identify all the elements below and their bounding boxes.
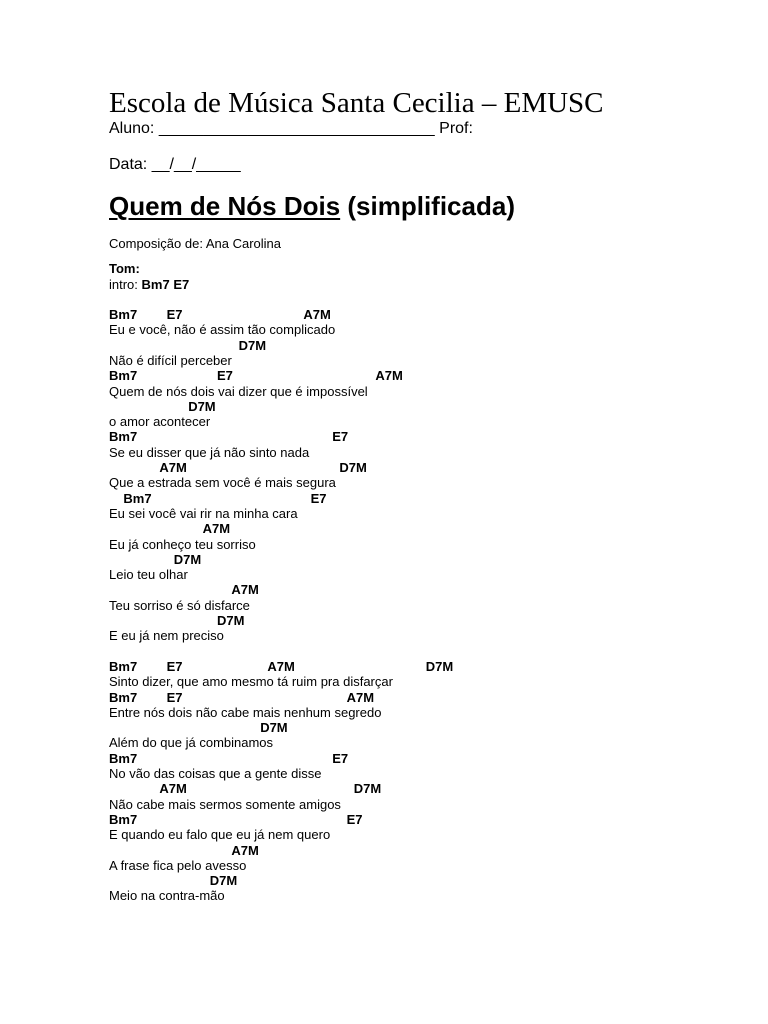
intro-chords: Bm7 E7 (141, 277, 190, 292)
chord: E7 (217, 368, 233, 384)
chord: A7M (267, 658, 295, 674)
lyric-line: A frase fica pelo avesso (109, 857, 247, 873)
aluno-row (109, 119, 473, 139)
chord: A7M (303, 307, 331, 322)
chord-line (109, 873, 729, 889)
chord-line (109, 338, 729, 354)
lyric-line: No vão das coisas que a gente disse (109, 766, 322, 781)
lyric-line: Teu sorriso é só disfarce (109, 597, 250, 613)
chord: Bm7 (109, 368, 138, 384)
chord-line (109, 491, 729, 507)
chord: E7 (166, 689, 183, 705)
chord: Bm7 (109, 307, 138, 322)
chord-line (109, 812, 729, 828)
chord-line (109, 690, 729, 706)
lyric-line: Não cabe mais sermos somente amigos (109, 796, 341, 812)
chord-line (109, 613, 729, 629)
lyric-line: Não é difícil perceber (109, 352, 232, 368)
chord: E7 (166, 658, 183, 674)
chord: D7M (353, 781, 382, 797)
lyric-line: Entre nós dois não cabe mais nenhum segredo (109, 704, 382, 720)
chord: A7M (231, 842, 259, 858)
intro-label: intro: (109, 277, 138, 292)
lyric-line: Meio na contra-mão (109, 888, 225, 904)
chord: E7 (332, 750, 349, 766)
lyric-line: Se eu disser que já não sinto nada (109, 444, 310, 460)
chord-line (109, 460, 729, 476)
chord: D7M (209, 873, 238, 889)
lyric-line: E quando eu falo que eu já nem quero (109, 827, 331, 843)
composer: Composição de: Ana Carolina (109, 236, 281, 251)
chord: E7 (310, 490, 327, 506)
lyric-line: o amor acontecer (109, 414, 211, 430)
chord-line (109, 552, 729, 568)
chord: A7M (202, 521, 231, 537)
chord-line (109, 521, 729, 537)
lyric-line: Eu e você, não é assim tão complicado (109, 322, 336, 338)
chord-line (109, 368, 729, 384)
chord: D7M (260, 720, 288, 736)
intro-line (109, 277, 189, 293)
lyric-line: Que a estrada sem você é mais segura (109, 475, 336, 491)
chord: D7M (339, 460, 367, 475)
song-title-subtitle: (simplificada) (347, 191, 515, 221)
prof-label: Prof: (439, 120, 473, 137)
data-label: Data: (109, 156, 148, 173)
chord: Bm7 (109, 658, 138, 674)
chord-line (109, 843, 729, 859)
data-blank: __/__/_____ (151, 156, 241, 173)
song-title-main: Quem de Nós Dois (109, 191, 341, 221)
chord: E7 (332, 429, 349, 445)
chord-line (109, 307, 729, 323)
lyric-line: Além do que já combinamos (109, 735, 274, 751)
chord: A7M (159, 460, 187, 475)
chord-line (109, 429, 729, 445)
chord: Bm7 (109, 429, 138, 445)
chord: D7M (425, 658, 454, 674)
chord: A7M (346, 689, 375, 705)
chord-line (109, 781, 729, 797)
chord: E7 (346, 811, 363, 827)
data-row (109, 155, 241, 175)
chord-line (109, 751, 729, 767)
chord: Bm7 (109, 750, 138, 766)
lyric-line: Leio teu olhar (109, 567, 188, 583)
lyric-line: E eu já nem preciso (109, 628, 224, 644)
chord-line (109, 582, 729, 598)
chord: A7M (231, 582, 259, 598)
lyric-line: Eu já conheço teu sorriso (109, 536, 256, 552)
aluno-label: Aluno: (109, 120, 155, 137)
lyric-line: Quem de nós dois vai dizer que é impossível (109, 383, 368, 399)
chord-line (109, 720, 729, 736)
aluno-blank: _______________________________ (158, 120, 435, 137)
chord: Bm7 (109, 811, 138, 827)
chord: A7M (159, 781, 187, 797)
school-name: Escola de Música Santa Cecilia – EMUSC (109, 87, 604, 119)
chord: Bm7 (109, 689, 138, 705)
lyric-line: Sinto dizer, que amo mesmo tá ruim pra disfarçar (109, 674, 393, 690)
chord: D7M (217, 613, 245, 628)
chord: D7M (188, 398, 216, 414)
chord: A7M (375, 368, 403, 384)
chord: D7M (238, 337, 267, 353)
tom-line: Tom: (109, 261, 140, 276)
song-title (109, 190, 515, 222)
chord: E7 (166, 307, 183, 322)
lyric-line: Eu sei você vai rir na minha cara (109, 505, 298, 521)
chord: D7M (173, 551, 202, 567)
chord-line (109, 659, 729, 675)
chord-line (109, 399, 729, 415)
chord: Bm7 (123, 490, 152, 506)
